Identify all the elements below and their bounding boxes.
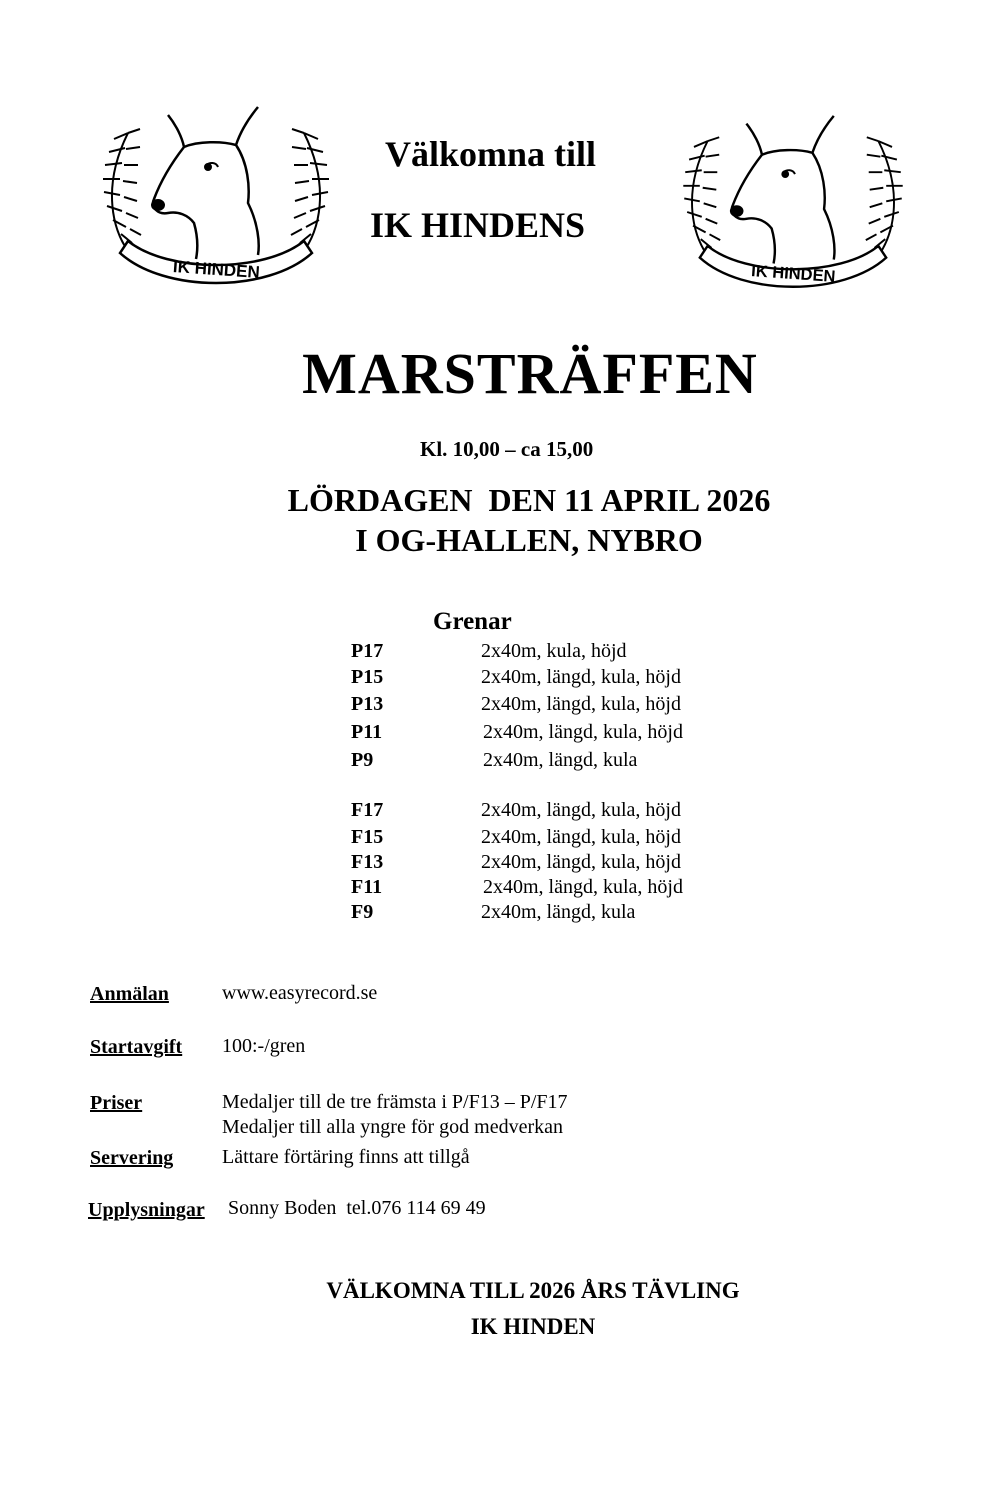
priser-line: Medaljer till alla yngre för god medverkan [222,1116,563,1138]
class-label: F11 [351,876,383,898]
anmalan-label: Anmälan [90,983,169,1005]
class-events: 2x40m, längd, kula [483,749,638,771]
servering-value: Lättare förtäring finns att tillgå [222,1146,470,1168]
upplysningar-label: Upplysningar [88,1199,205,1221]
startavgift-label: Startavgift [90,1036,183,1058]
priser-line: Medaljer till de tre främsta i P/F13 – P/F17 [222,1091,568,1113]
footer-welcome: VÄLKOMNA TILL 2026 ÅRS TÄVLING [326,1278,740,1303]
servering-label: Servering [90,1147,174,1169]
class-label: P13 [351,693,384,715]
class-events: 2x40m, längd, kula, höjd [481,693,681,715]
priser-value [222,1090,568,1140]
startavgift-value: 100:-/gren [222,1035,306,1057]
priser-label: Priser [90,1092,143,1114]
class-events: 2x40m, längd, kula, höjd [483,876,683,898]
event-date: LÖRDAGEN DEN 11 APRIL 2026 [287,482,771,518]
class-label: F15 [351,826,384,848]
footer-club: IK HINDEN [470,1314,596,1339]
class-label: F13 [351,851,384,873]
class-events: 2x40m, längd, kula [481,901,636,923]
class-label: F9 [351,901,374,923]
class-events: 2x40m, längd, kula, höjd [481,826,681,848]
deer-emblem-icon [98,103,334,309]
event-time: Kl. 10,00 – ca 15,00 [420,437,594,461]
ik-hinden-logo-right [676,112,910,312]
class-label: F17 [351,799,384,821]
class-events: 2x40m, längd, kula, höjd [481,666,681,688]
class-label: P15 [351,666,384,688]
upplysningar-value: Sonny Boden tel.076 114 69 49 [228,1197,486,1219]
svg-text:IK HINDEN: IK HINDEN [172,257,261,283]
svg-text:IK HINDEN: IK HINDEN [750,262,837,286]
ik-hinden-logo-left [98,103,334,309]
class-events: 2x40m, längd, kula, höjd [483,721,683,743]
event-venue: I OG-HALLEN, NYBRO [355,522,703,558]
grenar-heading: Grenar [433,608,512,635]
class-label: P9 [351,749,374,771]
deer-emblem-icon [676,112,910,312]
class-label: P17 [351,640,384,662]
event-title: MARSTRÄFFEN [302,341,758,406]
event-date-venue [0,480,1000,560]
class-label: P11 [351,721,383,743]
welcome-heading: Välkomna till [385,134,597,174]
class-events: 2x40m, längd, kula, höjd [481,851,681,873]
anmalan-link[interactable]: www.easyrecord.se [222,982,378,1004]
class-events: 2x40m, längd, kula, höjd [481,799,681,821]
club-heading: IK HINDENS [370,205,586,245]
class-events: 2x40m, kula, höjd [481,640,627,662]
